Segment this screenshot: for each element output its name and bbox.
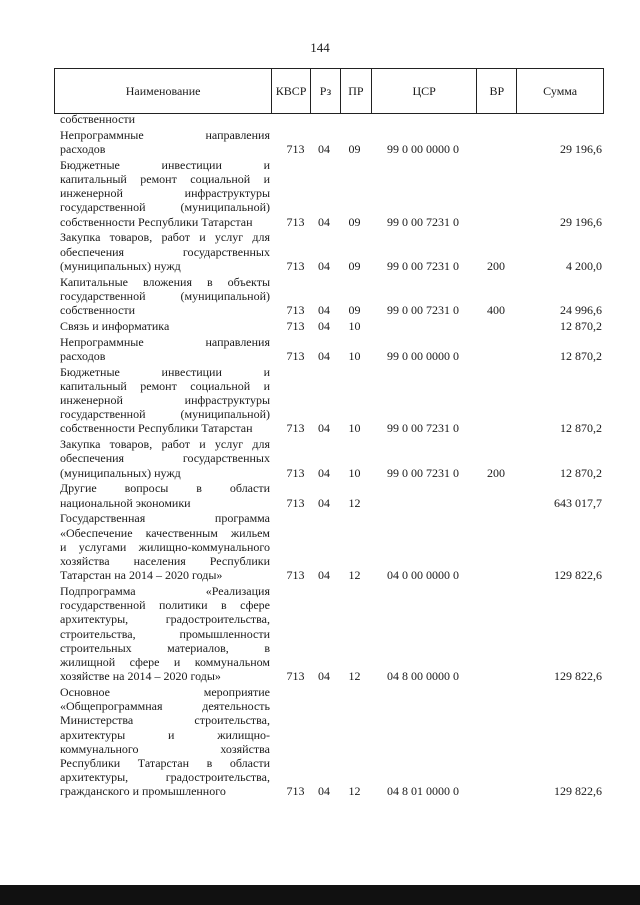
row-csr: 99 0 00 7231 0 bbox=[387, 303, 459, 318]
row-sum: 643 017,7 bbox=[554, 495, 602, 510]
row-name bbox=[54, 437, 270, 480]
header-csr: ЦСР bbox=[372, 69, 478, 113]
row-name-line: Подпрограмма «Реализация bbox=[60, 584, 270, 599]
table-row bbox=[54, 365, 604, 436]
row-name-line: обеспечения государственных bbox=[60, 244, 270, 259]
header-name: Наименование bbox=[55, 69, 272, 113]
row-kvsr: 713 bbox=[286, 784, 305, 799]
row-csr: 04 8 01 0000 0 bbox=[387, 784, 459, 799]
row-name bbox=[54, 275, 270, 318]
row-kvsr: 713 bbox=[286, 303, 305, 318]
row-name-line: государственной (муниципальной) bbox=[60, 288, 270, 303]
table-row bbox=[54, 511, 604, 582]
row-rz: 04 bbox=[318, 258, 330, 273]
row-sum: 12 870,2 bbox=[560, 421, 602, 436]
table-row bbox=[54, 275, 604, 318]
row-csr: 04 0 00 0000 0 bbox=[387, 568, 459, 583]
row-name-line: Непрограммные направления bbox=[60, 334, 270, 349]
row-name-line: собственности Республики Татарстан bbox=[60, 214, 253, 229]
row-pr: 09 bbox=[348, 258, 361, 273]
row-name-line: инженерной инфраструктуры bbox=[60, 186, 270, 201]
row-name-line: Бюджетные инвестиции и bbox=[60, 157, 270, 172]
row-name-line: инженерной инфраструктуры bbox=[60, 393, 270, 408]
row-sum: 12 870,2 bbox=[560, 318, 602, 333]
row-name bbox=[54, 128, 270, 156]
row-name-line: архитектуры и жилищно- bbox=[60, 727, 270, 742]
row-pr: 09 bbox=[348, 142, 361, 156]
row-name-line: (муниципальных) нужд bbox=[60, 465, 181, 480]
row-name-line: обеспечения государственных bbox=[60, 451, 270, 466]
row-name bbox=[54, 230, 270, 273]
row-name-line: национальной экономики bbox=[60, 495, 191, 510]
table-row bbox=[54, 230, 604, 273]
row-sum: 29 196,6 bbox=[560, 214, 602, 229]
row-sum: 129 822,6 bbox=[554, 568, 602, 583]
row-rz: 04 bbox=[318, 784, 330, 799]
row-pr: 12 bbox=[348, 784, 361, 799]
row-csr: 99 0 00 0000 0 bbox=[387, 348, 459, 363]
row-sum: 12 870,2 bbox=[560, 348, 602, 363]
header-vr: ВР bbox=[477, 69, 517, 113]
row-name-line: государственной (муниципальной) bbox=[60, 407, 270, 422]
table-row bbox=[54, 112, 604, 126]
row-name-line: Другие вопросы в области bbox=[60, 481, 270, 496]
row-rz: 04 bbox=[318, 465, 330, 480]
scan-edge bbox=[0, 885, 640, 905]
row-sum: 129 822,6 bbox=[554, 784, 602, 799]
row-name-line: Государственная программа bbox=[60, 511, 270, 526]
row-name-line: государственной политики в сфере bbox=[60, 598, 270, 613]
row-name-line: Связь и информатика bbox=[60, 318, 170, 333]
row-name bbox=[54, 584, 270, 683]
row-kvsr: 713 bbox=[286, 669, 305, 684]
table-row bbox=[54, 128, 604, 156]
row-name bbox=[54, 481, 270, 509]
row-pr: 10 bbox=[348, 465, 361, 480]
row-name-line: Закупка товаров, работ и услуг для bbox=[60, 230, 270, 245]
row-vr: 200 bbox=[487, 465, 505, 480]
table-row bbox=[54, 437, 604, 480]
row-name-line: жилищной сфере и коммунальном bbox=[60, 655, 270, 670]
row-name-line: капитальный ремонт социальной и bbox=[60, 172, 270, 186]
row-name-line: расходов bbox=[60, 348, 106, 363]
row-sum: 24 996,6 bbox=[560, 303, 602, 318]
row-kvsr: 713 bbox=[286, 495, 305, 510]
row-csr: 99 0 00 7231 0 bbox=[387, 465, 459, 480]
row-name-line: гражданского и промышленного bbox=[60, 784, 226, 799]
row-name-line: собственности Республики Татарстан bbox=[60, 421, 253, 436]
row-kvsr: 713 bbox=[286, 465, 305, 480]
row-name bbox=[54, 112, 270, 126]
row-name bbox=[54, 335, 270, 363]
row-name-line: государственной (муниципальной) bbox=[60, 200, 270, 215]
table-row bbox=[54, 319, 604, 333]
table-row bbox=[54, 335, 604, 363]
row-csr: 99 0 00 0000 0 bbox=[387, 142, 459, 156]
table-header bbox=[54, 68, 604, 114]
row-rz: 04 bbox=[318, 214, 330, 229]
row-sum: 129 822,6 bbox=[554, 669, 602, 684]
row-kvsr: 713 bbox=[286, 568, 305, 583]
row-pr: 10 bbox=[348, 318, 361, 333]
row-name-line: строительства, промышленности bbox=[60, 626, 270, 641]
row-name-line: (муниципальных) нужд bbox=[60, 258, 181, 273]
row-rz: 04 bbox=[318, 303, 330, 318]
row-pr: 12 bbox=[348, 568, 361, 583]
row-rz: 04 bbox=[318, 669, 330, 684]
row-rz: 04 bbox=[318, 495, 330, 510]
table-row bbox=[54, 158, 604, 229]
row-rz: 04 bbox=[318, 568, 330, 583]
row-sum: 4 200,0 bbox=[566, 258, 602, 273]
table-row bbox=[54, 685, 604, 799]
row-rz: 04 bbox=[318, 142, 330, 156]
row-rz: 04 bbox=[318, 421, 330, 436]
row-name-line: «Обеспечение качественным жильем bbox=[60, 525, 270, 540]
row-name-line: Непрограммные направления bbox=[60, 127, 270, 142]
row-name-line: «Общепрограммная деятельность bbox=[60, 699, 270, 714]
table-body bbox=[54, 112, 604, 799]
row-kvsr: 713 bbox=[286, 318, 305, 333]
row-name-line: строительных материалов, в bbox=[60, 640, 270, 655]
row-sum: 29 196,6 bbox=[560, 142, 602, 156]
row-pr: 12 bbox=[348, 669, 361, 684]
row-name-line: и услугами жилищно-коммунального bbox=[60, 539, 270, 554]
row-kvsr: 713 bbox=[286, 142, 305, 156]
row-name-line: Бюджетные инвестиции и bbox=[60, 364, 270, 379]
row-name bbox=[54, 511, 270, 582]
row-kvsr: 713 bbox=[286, 258, 305, 273]
row-name bbox=[54, 319, 270, 333]
row-csr: 04 8 00 0000 0 bbox=[387, 669, 459, 684]
row-name-line: архитектуры, градостроительства, bbox=[60, 612, 270, 627]
header-pr: ПР bbox=[341, 69, 372, 113]
page-number: 144 bbox=[310, 40, 330, 55]
row-pr: 09 bbox=[348, 214, 361, 229]
row-csr: 99 0 00 7231 0 bbox=[387, 258, 459, 273]
row-name bbox=[54, 158, 270, 229]
row-kvsr: 713 bbox=[286, 214, 305, 229]
row-name-line: коммунального хозяйства bbox=[60, 741, 270, 756]
row-rz: 04 bbox=[318, 348, 330, 363]
row-pr: 09 bbox=[348, 303, 361, 318]
row-pr: 10 bbox=[348, 348, 361, 363]
row-name-line: капитальный ремонт социальной и bbox=[60, 378, 270, 393]
row-name-line: архитектуры, градостроительства, bbox=[60, 770, 270, 785]
row-name-line: Министерства строительства, bbox=[60, 713, 270, 728]
row-vr: 400 bbox=[487, 303, 505, 318]
row-name bbox=[54, 685, 270, 799]
row-kvsr: 713 bbox=[286, 421, 305, 436]
row-name-line: хозяйства населения Республики bbox=[60, 554, 270, 569]
header-rz: Рз bbox=[311, 69, 341, 113]
row-csr: 99 0 00 7231 0 bbox=[387, 421, 459, 436]
row-pr: 12 bbox=[348, 495, 361, 510]
row-kvsr: 713 bbox=[286, 348, 305, 363]
row-name-line: собственности bbox=[60, 112, 136, 126]
row-name-line: расходов bbox=[60, 142, 106, 156]
row-name-line: Закупка товаров, работ и услуг для bbox=[60, 437, 270, 452]
table-row bbox=[54, 584, 604, 683]
row-name-line: Республики Татарстан в области bbox=[60, 756, 270, 771]
row-csr: 99 0 00 7231 0 bbox=[387, 214, 459, 229]
row-name-line: собственности bbox=[60, 303, 136, 318]
row-rz: 04 bbox=[318, 318, 330, 333]
row-sum: 12 870,2 bbox=[560, 465, 602, 480]
row-name-line: Основное мероприятие bbox=[60, 685, 270, 700]
header-kvsr: КВСР bbox=[272, 69, 311, 113]
row-vr: 200 bbox=[487, 258, 505, 273]
row-name-line: хозяйстве на 2014 – 2020 годы» bbox=[60, 669, 221, 684]
table-row bbox=[54, 481, 604, 509]
header-sum: Сумма bbox=[543, 83, 578, 98]
row-name bbox=[54, 365, 270, 436]
row-pr: 10 bbox=[348, 421, 361, 436]
row-name-line: Капитальные вложения в объекты bbox=[60, 274, 270, 289]
row-name-line: Татарстан на 2014 – 2020 годы» bbox=[60, 568, 223, 583]
